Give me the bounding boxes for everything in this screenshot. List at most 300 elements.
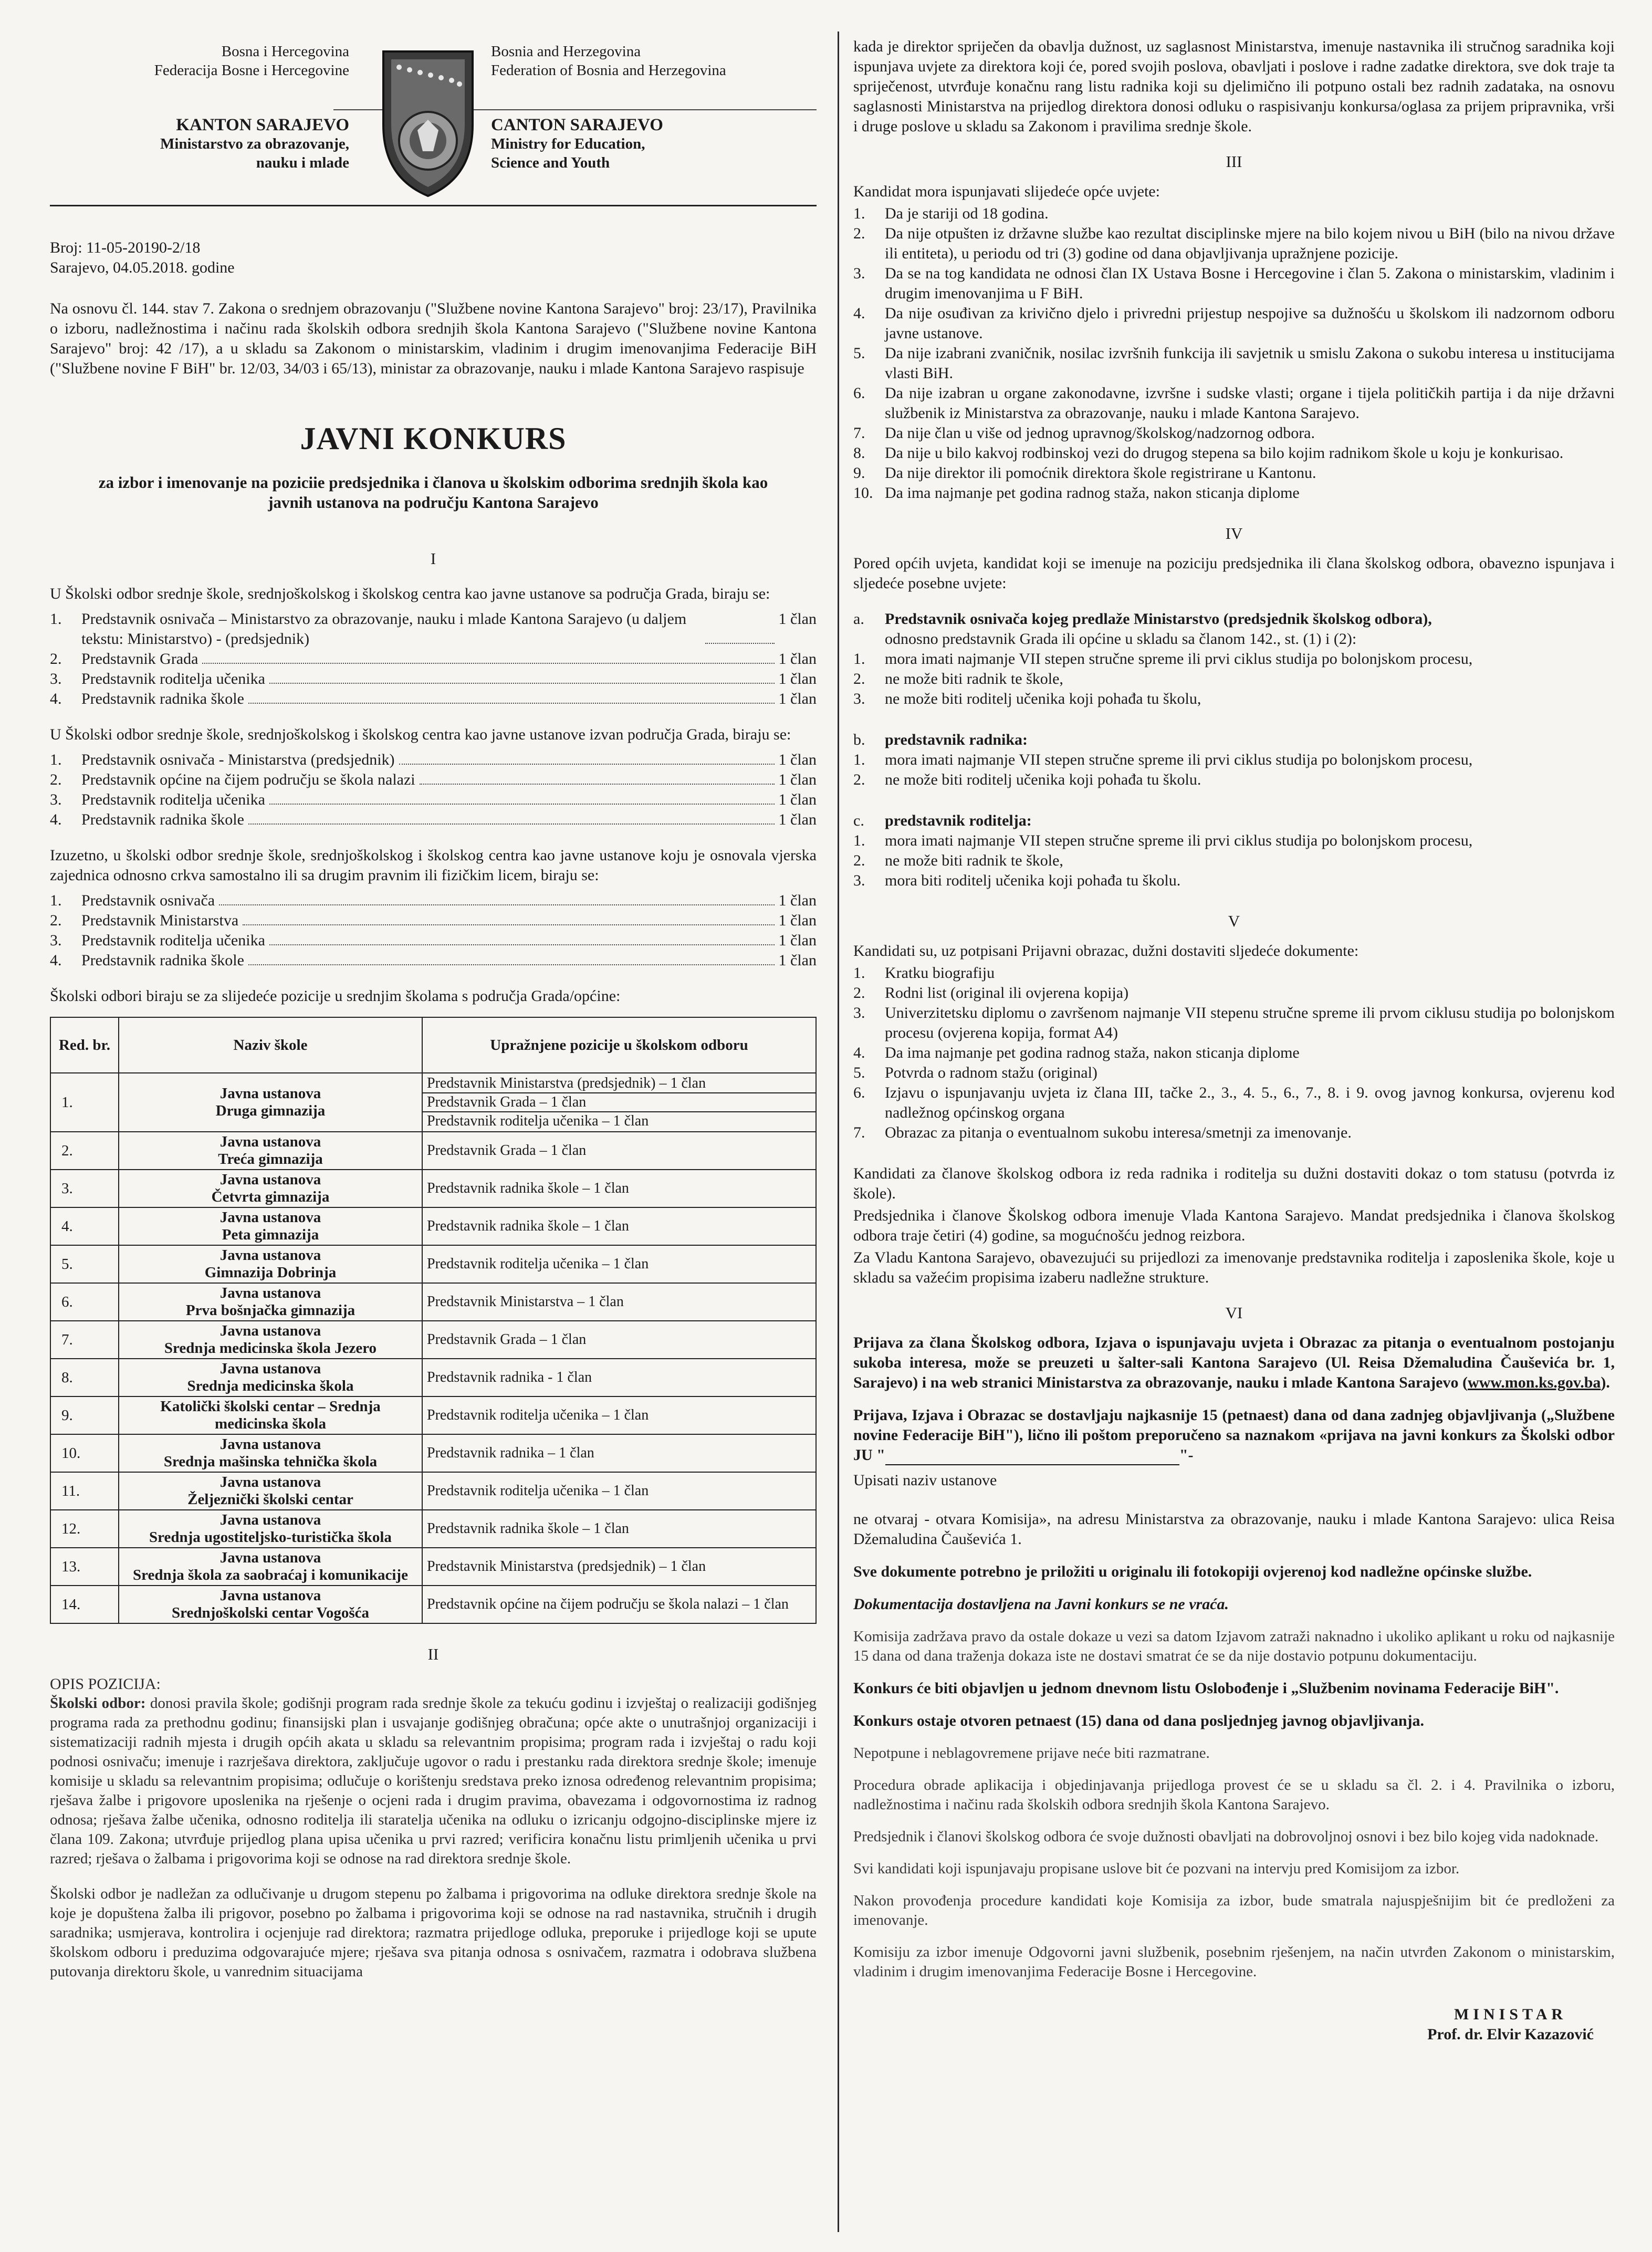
list-item-number: 2. [50, 912, 62, 929]
application-forms-text-end: ). [1601, 1374, 1610, 1391]
school-name [119, 1073, 422, 1132]
list-item-number: 3. [50, 670, 62, 687]
school-type: Javna ustanova [219, 1511, 321, 1528]
list-item-number: 1. [50, 751, 62, 768]
condition-group-b-letter: b. [853, 731, 865, 748]
dot-leader [420, 770, 775, 785]
section5-intro: Kandidati su, uz potpisani Prijavni obrazac, dužni dostaviti sljedeće dokumente: [853, 942, 1359, 960]
list-item-text: Predstavnik osnivača [81, 892, 215, 909]
condition-group-c [853, 811, 1615, 831]
list-item-number: 7. [853, 424, 865, 442]
list-item-text: Predstavnik radnika škole [81, 811, 244, 828]
list-item-text: Predstavnik roditelja učenika [81, 791, 265, 808]
section1-list-3 [50, 891, 817, 971]
section6-paragraph-10: Nepotpune i neblagovremene prijave neće biti razmatrane. [853, 1745, 1210, 1761]
row-number: 11. [50, 1472, 119, 1510]
federation-name-en: Federation of Bosnia and Herzegovina [491, 62, 726, 79]
school-name [119, 1283, 422, 1321]
list-item-number: 3. [853, 872, 865, 889]
vacant-positions [422, 1548, 816, 1586]
list-item [853, 1003, 1615, 1043]
section5-paragraph-1: Kandidati za članove školskog odbora iz reda radnika i roditelja su dužni dostaviti dokaz o tom statusu (potvrda iz škole). [853, 1165, 1615, 1202]
condition-group-a [853, 609, 1615, 649]
list-item-text: Da nije član u više od jednog upravnog/školskog/nadzornog odbora. [885, 424, 1315, 442]
row-number: 2. [50, 1132, 119, 1170]
list-item-count: 1 član [778, 690, 817, 707]
list-item-text: Kratku biografiju [885, 964, 995, 982]
condition-group-c-letter: c. [853, 812, 864, 829]
section6-paragraph-14: Nakon provođenja procedure kandidati koje Komisija za izbor, bude smatrala najuspješnijim bit će predloženi za imenovanje. [853, 1892, 1615, 1928]
schools-table [50, 1017, 817, 1624]
school-type: Javna ustanova [219, 1322, 321, 1339]
vacant-position: Predstavnik Ministarstva (predsjednik) – 1 član [423, 1075, 815, 1093]
list-item [853, 343, 1615, 383]
list-item-text: ne može biti roditelj učenika koji pohađa tu školu, [885, 690, 1201, 707]
school-name [119, 1170, 422, 1207]
list-item [50, 911, 817, 931]
section6-paragraph-15: Komisiju za izbor imenuje Odgovorni javni službenik, posebnim rješenjem, na način utvrđen Zakonom o ministarskim, vladinim i drugim imenovanjima Federacije Bosne i Hercegovine. [853, 1944, 1615, 1980]
school-title: Peta gimnazija [222, 1226, 319, 1243]
list-item-number: 2. [50, 771, 62, 788]
signatory-title: MINISTAR [1454, 2006, 1567, 2023]
vacant-position: Predstavnik Grada – 1 član [427, 1142, 587, 1159]
intro-paragraph: Na osnovu čl. 144. stav 7. Zakona o srednjem obrazovanju ("Službene novine Kantona Sarajevo" broj: 23/17), Pravilnika o izboru, nadležnostima i načinu rada školskih odbora srednjih škola Kantona Sarajevo ("Službene novine Kantona Sarajevo" broj: 42 /17), a u skladu sa Zakonom o ministarskim, vladinim i drugim imenovanjima Federacije BiH ("Službene novine F BiH" br. 12/03, 34/03 i 65/13), ministar za obrazovanje, nauku i mlade Kantona Sarajevo raspisuje [50, 300, 817, 377]
table-row [50, 1283, 816, 1321]
list-item [50, 669, 817, 689]
condition-group-c-list [853, 831, 1615, 891]
vacant-positions [422, 1510, 816, 1548]
school-title: medicinska škola [215, 1415, 326, 1432]
list-item [50, 790, 817, 810]
list-item [853, 750, 1615, 770]
list-item [50, 931, 817, 951]
vacant-position: Predstavnik Grada – 1 član [427, 1331, 587, 1348]
list-item-number: 4. [50, 811, 62, 828]
federation-name-bs: Federacija Bosne i Hercegovine [154, 62, 349, 79]
list-item-text: Predstavnik osnivača - Ministarstva (predsjednik) [81, 751, 395, 768]
vacant-position: Predstavnik roditelja učenika – 1 član [427, 1256, 649, 1272]
school-type: Javna ustanova [219, 1133, 321, 1150]
list-item-text: Da nije osuđivan za krivično djelo i privredni prijestup nespojive sa dužnošću u školskom ili nadzornom odboru javne ustanove. [885, 305, 1615, 342]
list-item-count: 1 član [778, 771, 817, 788]
school-title: Druga gimnazija [215, 1102, 326, 1119]
school-type: Javna ustanova [219, 1171, 321, 1188]
school-type: Javna ustanova [219, 1360, 321, 1377]
school-title: Srednja medicinska škola [187, 1378, 354, 1394]
school-title: Srednjoškolski centar Vogošća [172, 1604, 369, 1621]
column-divider [838, 32, 839, 2232]
vacant-positions [422, 1283, 816, 1321]
positions-description-label: OPIS POZICIJA: [50, 1675, 161, 1693]
list-item [853, 1123, 1615, 1143]
section6-paragraph-13: Svi kandidati koji ispunjavaju propisane uslove bit će pozvani na intervju pred Komisijom za izbor. [853, 1860, 1460, 1877]
school-title: Srednja medicinska škola Jezero [164, 1340, 377, 1357]
table-row [50, 1472, 816, 1510]
list-item-text: Predstavnik osnivača – Ministarstvo za obrazovanje, nauku i mlade Kantona Sarajevo (u daljem tekstu: Ministarstvo) - (predsjednik) [81, 610, 687, 648]
list-item [50, 770, 817, 790]
section-number-4: IV [1225, 524, 1243, 543]
school-title: Srednja mašinska tehnička škola [163, 1453, 378, 1470]
table-row [50, 1510, 816, 1548]
school-type: Javna ustanova [219, 1474, 321, 1490]
list-item-number: 9. [853, 464, 865, 482]
school-type: Katolički školski centar – Srednja [160, 1398, 381, 1415]
school-type: Javna ustanova [219, 1247, 321, 1264]
vacant-position: Predstavnik Ministarstva (predsjednik) – 1 član [427, 1558, 706, 1575]
list-item-number: 2. [853, 225, 865, 242]
school-name [119, 1132, 422, 1170]
school-board-duties: donosi pravila škole; godišnji program rada srednje škole za tekuću godinu i izvještaj o realizaciji godišnjeg programa rada za prethodnu godinu; finansijski plan i usvajanje godišnjeg obračuna; opće akte o unutrašnjoj organizaciji i sistematizaciji radnih mjesta i drugih općih akata u skladu sa relevantnim propisima; program rada i izvještaj o radu koji podnosi osnivaču; imenuje i razrješava direktora, zaključuje ugovor o radu i prestanku rada direktora srednje škole; imenuje komisije u skladu sa relevantnim propisima; odlučuje o korištenju sredstava preko iznosa određenog relevantnim propisima; rješava žalbe i prigovore uposlenika na rješenje o ocjeni rada i drugim pravima, obavezama i odgovornostima iz radnog odnosa; rješava žalbe učenika, odnosno roditelja ili staratelja učenika na odluku o izricanju odgojno-disciplinske mjere iz člana 109. Zakona; utvrđuje prijedlog plana upisa učenika u prvi razred; verificira konačnu listu primljenih učenika u prvi razred; rješava o žalbama i prigovorima koji se odnose na rad direktora srednje škole. [50, 1695, 817, 1867]
list-item-number: 4. [50, 952, 62, 969]
school-type: Javna ustanova [219, 1549, 321, 1566]
row-number: 9. [50, 1396, 119, 1434]
right-column [853, 37, 1615, 2045]
list-item-text: mora imati najmanje VII stepen stručne spreme ili prvi ciklus studija po bolonjskom procesu, [885, 650, 1473, 668]
list-item-text: Da ima najmanje pet godina radnog staža, nakon sticanja diplome [885, 1044, 1300, 1061]
required-documents-list [853, 963, 1615, 1143]
section6-paragraph-5: Sve dokumente potrebno je priložiti u originalu ili fotokopiji ovjerenoj kod nadležne općinske službe. [853, 1563, 1532, 1580]
section1-paragraph-3: Izuzetno, u školski odbor srednje škole, srednjoškolskog i školskog centra kao javne ustanove koju je osnovala vjerska zajednica odnosno crkva samostalno ili sa drugim pravnim ili fizičkim licem, biraju se: [50, 847, 817, 884]
dot-leader [248, 951, 775, 965]
section6-paragraph-4: ne otvaraj - otvara Komisija», na adresu Ministarstva za obrazovanje, nauku i mlade Kantona Sarajevo: ulica Reisa Džemaludina Čauševića 1. [853, 1510, 1615, 1548]
list-item [853, 770, 1615, 790]
school-name [119, 1321, 422, 1359]
dot-leader [243, 911, 774, 925]
vacant-position: Predstavnik roditelja učenika – 1 član [427, 1483, 649, 1499]
signature-block [1427, 2005, 1594, 2045]
condition-group-b-list [853, 750, 1615, 790]
section1-list-2 [50, 750, 817, 830]
list-item-number: 2. [853, 984, 865, 1002]
table-row [50, 1207, 816, 1245]
canton-name-bs: KANTON SARAJEVO [176, 116, 349, 134]
vacant-position: Predstavnik Grada – 1 član [423, 1093, 815, 1112]
condition-group-c-title: predstavnik roditelja: [885, 812, 1032, 829]
school-board-label: Školski odbor: [50, 1695, 146, 1712]
condition-group-a-subtitle: odnosno predstavnik Grada ili općine u skladu sa članom 142., st. (1) i (2): [885, 630, 1357, 648]
col-header-number: Red. br. [50, 1017, 119, 1073]
school-title: Četvrta gimnazija [211, 1188, 330, 1205]
condition-group-a-letter: a. [853, 610, 864, 628]
section1-paragraph-2: U Školski odbor srednje škole, srednjoškolskog i školskog centra kao javne ustanove izvan područja Grada, biraju se: [50, 726, 791, 743]
list-item [853, 831, 1615, 851]
list-item-count: 1 član [778, 670, 817, 687]
signatory-name: Prof. dr. Elvir Kazazović [1427, 2026, 1594, 2043]
vacant-position: Predstavnik radnika škole – 1 član [427, 1218, 629, 1234]
section5-paragraph-2: Predsjednika i članove Školskog odbora imenuje Vlada Kantona Sarajevo. Mandat predsjednika i članova školskog odbora traje četiri (4) godine, sa mogućnošću jednog reizbora. [853, 1207, 1615, 1244]
school-title: Prva bošnjačka gimnazija [185, 1302, 356, 1319]
vacant-position: Predstavnik radnika - 1 član [427, 1369, 592, 1385]
submission-text-end: "- [1179, 1446, 1194, 1464]
list-item-text: mora biti roditelj učenika koji pohađa tu školu. [885, 872, 1181, 889]
list-item [853, 443, 1615, 463]
institution-name-blank [885, 1448, 1179, 1465]
section4-intro: Pored općih uvjeta, kandidat koji se imenuje na poziciju predsjednika ili člana školskog odbora, obavezno ispunjava i sljedeće posebne uvjete: [853, 555, 1615, 592]
list-item [853, 871, 1615, 891]
document-number: Broj: 11-05-20190-2/18 [50, 239, 201, 256]
dot-leader [269, 669, 775, 684]
vacant-position: Predstavnik općine na čijem području se škola nalazi – 1 član [427, 1596, 789, 1612]
section6-paragraph-6: Dokumentacija dostavljena na Javni konkurs se ne vraća. [853, 1596, 1229, 1613]
list-item-text: Predstavnik Ministarstva [81, 912, 239, 929]
row-number: 6. [50, 1283, 119, 1321]
section6-paragraph-11: Procedura obrade aplikacija i objedinjavanja prijedloga provest će se u skladu sa čl. 2. i 4. Pravilnika o izboru, nadležnostima i načinu rada školskih odbora srednjih škola Kantona Sarajevo. [853, 1777, 1615, 1813]
list-item-count: 1 član [778, 811, 817, 828]
list-item-number: 1. [853, 832, 865, 849]
list-item-number: 3. [50, 932, 62, 949]
section1-list-1 [50, 609, 817, 709]
vacant-positions [422, 1472, 816, 1510]
school-type: Javna ustanova [219, 1436, 321, 1453]
list-item [853, 689, 1615, 709]
section6-paragraph-1 [853, 1333, 1615, 1393]
list-item-count: 1 član [778, 610, 817, 628]
row-number: 5. [50, 1245, 119, 1283]
list-item-number: 3. [853, 1004, 865, 1021]
list-item-text: Predstavnik općine na čijem području se škola nalazi [81, 771, 415, 788]
list-item-number: 2. [853, 852, 865, 869]
list-item [853, 649, 1615, 669]
list-item-number: 5. [853, 345, 865, 362]
coat-of-arms-icon [378, 46, 478, 199]
list-item-number: 7. [853, 1124, 865, 1141]
list-item [853, 1043, 1615, 1063]
list-item-text: ne može biti radnik te škole, [885, 852, 1063, 869]
row-number: 14. [50, 1586, 119, 1623]
section3-intro: Kandidat mora ispunjavati slijedeće opće uvjete: [853, 183, 1160, 200]
vacant-position: Predstavnik radnika – 1 član [427, 1445, 594, 1461]
vacant-positions [422, 1245, 816, 1283]
list-item-text: Da nije u bilo kakvoj rodbinskoj vezi do drugog stepena sa bilo kojim radnikom škole u koju je konkurisao. [885, 444, 1564, 462]
list-item-text: Da je stariji od 18 godina. [885, 205, 1049, 222]
vacant-positions [422, 1586, 816, 1623]
list-item [853, 463, 1615, 483]
canton-name-en: CANTON SARAJEVO [491, 116, 663, 134]
vacant-positions [422, 1359, 816, 1396]
dot-leader [202, 649, 774, 664]
list-item-number: 10. [853, 484, 873, 502]
school-type: Javna ustanova [219, 1285, 321, 1301]
list-item-text: Da nije otpušten iz državne službe kao rezultat disciplinske mjere na bilo kojem nivou u BiH (bilo na nivou države ili entiteta), u periodu od tri (3) godine od dana objavljivanja upražnjene pozicije. [885, 225, 1615, 262]
vacant-positions [422, 1434, 816, 1472]
list-item [50, 891, 817, 911]
school-name [119, 1472, 422, 1510]
section6-paragraph-7: Komisija zadržava pravo da ostale dokaze u vezi sa datom Izjavom zatraži naknadno i ukoliko aplikant u roku od najkasnije 15 dana od dana traženja dokaza iste ne dostavi smatrat će se da nije dostavio potpunu dokumentaciju. [853, 1628, 1615, 1664]
ministry-website-link[interactable]: www.mon.ks.gov.ba [1467, 1374, 1601, 1391]
list-item [853, 669, 1615, 689]
list-item-number: 6. [853, 1084, 865, 1101]
list-item-text: Univerzitetsku diplomu o završenom najmanje VII stepenu stručne spreme ili prvom ciklusu studija po bolonjskom procesu (ovjerena kopija, format A4) [885, 1004, 1615, 1041]
table-row [50, 1548, 816, 1586]
school-title: Srednja ugostiteljsko-turistička škola [149, 1529, 392, 1546]
general-conditions-list [853, 204, 1615, 503]
ministry-name-en-1: Ministry for Education, [491, 135, 645, 152]
col-header-positions: Upražnjene pozicije u školskom odboru [422, 1017, 816, 1073]
vacant-positions [422, 1396, 816, 1434]
list-item-number: 4. [50, 690, 62, 707]
list-item-text: Da se na tog kandidata ne odnosi član IX Ustava Bosne i Hercegovine i član 5. Zakona o ministarskim, vladinim i drugim imenovanjima u F BiH. [885, 265, 1615, 302]
list-item-count: 1 član [778, 791, 817, 808]
list-item [853, 963, 1615, 983]
vacant-positions [422, 1170, 816, 1207]
positions-description [50, 1674, 817, 1982]
section2-paragraph-2: Školski odbor je nadležan za odlučivanje u drugom stepenu po žalbama i prigovorima na odluke direktora srednje škole na koje je dopuštena žalba ili prigovor, posebno po žalbama i prigovorima koji se odnose na rad nastavnika, stručnih i drugih saradnika; usmjerava, kontrolira i ocjenjuje rad direktora; razmatra prijedloge odluka, preporuke i prijedloge koji se upute školskom odboru i preduzima odgovarajuće mjere; rješava sva pitanja odnosa s osnivačem, razmatra i odobrava službena putovanja direktoru škole, u vanrednim situacijama [50, 1885, 817, 1980]
list-item [853, 983, 1615, 1003]
submission-text: Prijava, Izjava i Obrazac se dostavljaju najkasnije 15 (petnaest) dana od dana zadnjeg objavljivanja („Službene novine Federacije BiH"), lično ili poštom preporučeno sa naznakom «prijava na javni konkurs za Školski odbor JU " [853, 1406, 1615, 1464]
school-name [119, 1245, 422, 1283]
table-row [50, 1359, 816, 1396]
vacant-positions [422, 1321, 816, 1359]
list-item-text: mora imati najmanje VII stepen stručne spreme ili prvi ciklus studija po bolonjskom procesu, [885, 832, 1473, 849]
school-name [119, 1434, 422, 1472]
list-item-text: mora imati najmanje VII stepen stručne spreme ili prvi ciklus studija po bolonjskom procesu, [885, 751, 1473, 768]
list-item-number: 8. [853, 444, 865, 462]
school-type: Javna ustanova [219, 1209, 321, 1226]
country-name-bs: Bosna i Hercegovina [221, 43, 349, 60]
row-number: 12. [50, 1510, 119, 1548]
dot-leader [705, 609, 775, 644]
school-type: Javna ustanova [219, 1085, 321, 1102]
list-item [853, 423, 1615, 443]
school-title: Gimnazija Dobrinja [204, 1264, 337, 1281]
list-item-count: 1 član [778, 912, 817, 929]
list-item-number: 1. [853, 964, 865, 982]
list-item-number: 3. [853, 265, 865, 282]
list-item-text: Predstavnik Grada [81, 650, 198, 668]
list-item [50, 649, 817, 669]
table-row [50, 1245, 816, 1283]
ministry-name-bs-2: nauku i mlade [256, 154, 349, 171]
school-name [119, 1548, 422, 1586]
section-number-1: I [430, 549, 436, 568]
table-row [50, 1170, 816, 1207]
list-item-number: 2. [853, 771, 865, 788]
list-item-count: 1 član [778, 650, 817, 668]
list-item-number: 3. [50, 791, 62, 808]
vacant-position: Predstavnik radnika škole – 1 član [427, 1180, 629, 1196]
list-item [853, 204, 1615, 224]
dot-leader [219, 891, 774, 905]
list-item-number: 4. [853, 1044, 865, 1061]
list-item-number: 2. [853, 670, 865, 687]
ministry-name-bs-1: Ministarstvo za obrazovanje, [160, 135, 349, 152]
list-item-number: 1. [50, 610, 62, 628]
list-item-text: ne može biti radnik te škole, [885, 670, 1063, 687]
list-item-count: 1 član [778, 751, 817, 768]
list-item-text: Da nije izabrani zvaničnik, nosilac izvršnih funkcija ili savjetnik u smislu Zakona o sukobu interesa u institucijama vlasti BiH. [885, 345, 1615, 382]
condition-group-b [853, 730, 1615, 750]
condition-group-a-list [853, 649, 1615, 709]
list-item-number: 1. [853, 751, 865, 768]
list-item-text: ne može biti roditelj učenika koji pohađa tu školu. [885, 771, 1201, 788]
ministry-name-en-2: Science and Youth [491, 154, 610, 171]
list-item [853, 1083, 1615, 1123]
list-item [50, 750, 817, 770]
document-meta [50, 238, 817, 278]
list-item [853, 851, 1615, 871]
institution-name-hint: Upisati naziv ustanove [853, 1472, 997, 1489]
table-header-row [50, 1017, 816, 1073]
school-title: Srednja škola za saobraćaj i komunikacije [133, 1567, 408, 1583]
letterhead-right-top [491, 42, 726, 80]
vacant-position: Predstavnik Ministarstva – 1 član [427, 1294, 624, 1310]
section-number-2: II [427, 1645, 439, 1663]
vacant-positions [422, 1132, 816, 1170]
vacant-positions [422, 1073, 816, 1132]
row-number: 8. [50, 1359, 119, 1396]
condition-group-b-title: predstavnik radnika: [885, 731, 1028, 748]
list-item [853, 224, 1615, 264]
list-item-text: Da nije izabran u organe zakonodavne, izvršne i sudske vlasti; organe i tijela političkih partija i da nije državni službenik iz Ministarstva za obrazovanje, nauku i mlade Kantona Sarajevo. [885, 384, 1615, 422]
list-item-text: Predstavnik roditelja učenika [81, 932, 265, 949]
list-item-text: Da ima najmanje pet godina radnog staža, nakon sticanja diplome [885, 484, 1300, 502]
continued-paragraph: kada je direktor spriječen da obavlja dužnost, uz saglasnost Ministarstva, imenuje nastavnika ili stručnog saradnika koji ispunjava uvjete za direktora koji će, pored svojih poslova, obavljati i poslove i radne zadatke direktora, sve dok traje ta spriječenost, utvrđuje konačnu rang listu radnika koji su djelimično ili potpuno ostali bez radnih zadataka, na osnovu saglasnosti Ministarstva na prijedlog direktora donosi odluku o raspisivanju konkursa/oglasa za prijem pripravnika, vrši i druge poslove u skladu sa Zakonom i pravilima srednje škole. [853, 38, 1615, 135]
list-item-text: Predstavnik radnika škole [81, 952, 244, 969]
vacant-positions [422, 1207, 816, 1245]
list-item-number: 2. [50, 650, 62, 668]
page-title: JAVNI KONKURS [300, 421, 567, 456]
dot-leader [248, 810, 775, 825]
list-item [853, 264, 1615, 304]
school-name [119, 1207, 422, 1245]
row-number: 1. [50, 1073, 119, 1132]
dot-leader [248, 689, 775, 704]
section-number-3: III [1226, 152, 1242, 171]
school-title: Treća gimnazija [218, 1151, 323, 1167]
school-name [119, 1586, 422, 1623]
vacant-position: Predstavnik roditelja učenika – 1 član [427, 1113, 649, 1129]
section-number-6: VI [1225, 1304, 1243, 1322]
section5-paragraph-3: Za Vladu Kantona Sarajevo, obavezujući su prijedlozi za imenovanje predstavnika roditelja i zaposlenika škole, koje u skladu sa važećim propisima izaberu nadležne strukture. [853, 1249, 1615, 1286]
col-header-school: Naziv škole [119, 1017, 422, 1073]
section1-paragraph-1: U Školski odbor srednje škole, srednjoškolskog i školskog centra kao javne ustanove sa područja Grada, biraju se: [50, 585, 770, 602]
list-item-count: 1 član [778, 952, 817, 969]
list-item [50, 810, 817, 830]
table-row [50, 1132, 816, 1170]
list-item-text: Predstavnik roditelja učenika [81, 670, 265, 687]
application-forms-text: Prijava za člana Školskog odbora, Izjava o ispunjavaju uvjeta i Obrazac za pitanja o eventualnom postojanju sukoba interesa, može se preuzeti u šalter-sali Kantona Sarajevo (Ul. Reisa Džemaludina Čauševića br. 1, Sarajevo) i na web stranici Ministarstva za obrazovanje, nauku i mlade Kantona Sarajevo ( [853, 1334, 1615, 1391]
list-item-text: Predstavnik radnika škole [81, 690, 244, 707]
left-column [50, 37, 817, 1982]
page-subtitle: za izbor i imenovanje na poziciie predsjednika i članova u školskim odborima srednjih škola kao javnih ustanova na području Kantona Sarajevo [98, 473, 768, 512]
section6-paragraph-8: Konkurs će biti objavljen u jednom dnevnom listu Oslobođenje i „Službenim novinama Federacije BiH". [853, 1680, 1559, 1697]
list-item [853, 1063, 1615, 1083]
list-item-number: 3. [853, 690, 865, 707]
section6-paragraph-2 [853, 1405, 1615, 1465]
table-row [50, 1321, 816, 1359]
dot-leader [399, 750, 775, 765]
list-item-number: 6. [853, 384, 865, 402]
row-number: 10. [50, 1434, 119, 1472]
table-row [50, 1073, 816, 1132]
dot-leader [269, 931, 775, 945]
list-item-text: Obrazac za pitanja o eventualnom sukobu interesa/smetnji za imenovanje. [885, 1124, 1352, 1141]
section1-paragraph-4: Školski odbori biraju se za slijedeće pozicije u srednjim školama s područja Grada/općine: [50, 987, 621, 1005]
list-item-count: 1 član [778, 892, 817, 909]
dot-leader [269, 790, 775, 805]
school-name [119, 1510, 422, 1548]
list-item-count: 1 član [778, 932, 817, 949]
list-item-number: 1. [853, 205, 865, 222]
country-name-en: Bosnia and Herzegovina [491, 43, 641, 60]
list-item-text: Da nije direktor ili pomoćnik direktora škole registrirane u Kantonu. [885, 464, 1316, 482]
section6-paragraph-12: Predsjednik i članovi školskog odbora će svoje dužnosti obavljati na dobrovoljnoj osnovi i bez bilo kojeg vida nadoknade. [853, 1828, 1599, 1845]
table-row [50, 1586, 816, 1623]
letterhead [50, 37, 817, 206]
row-number: 7. [50, 1321, 119, 1359]
list-item-number: 4. [853, 305, 865, 322]
list-item [50, 951, 817, 971]
